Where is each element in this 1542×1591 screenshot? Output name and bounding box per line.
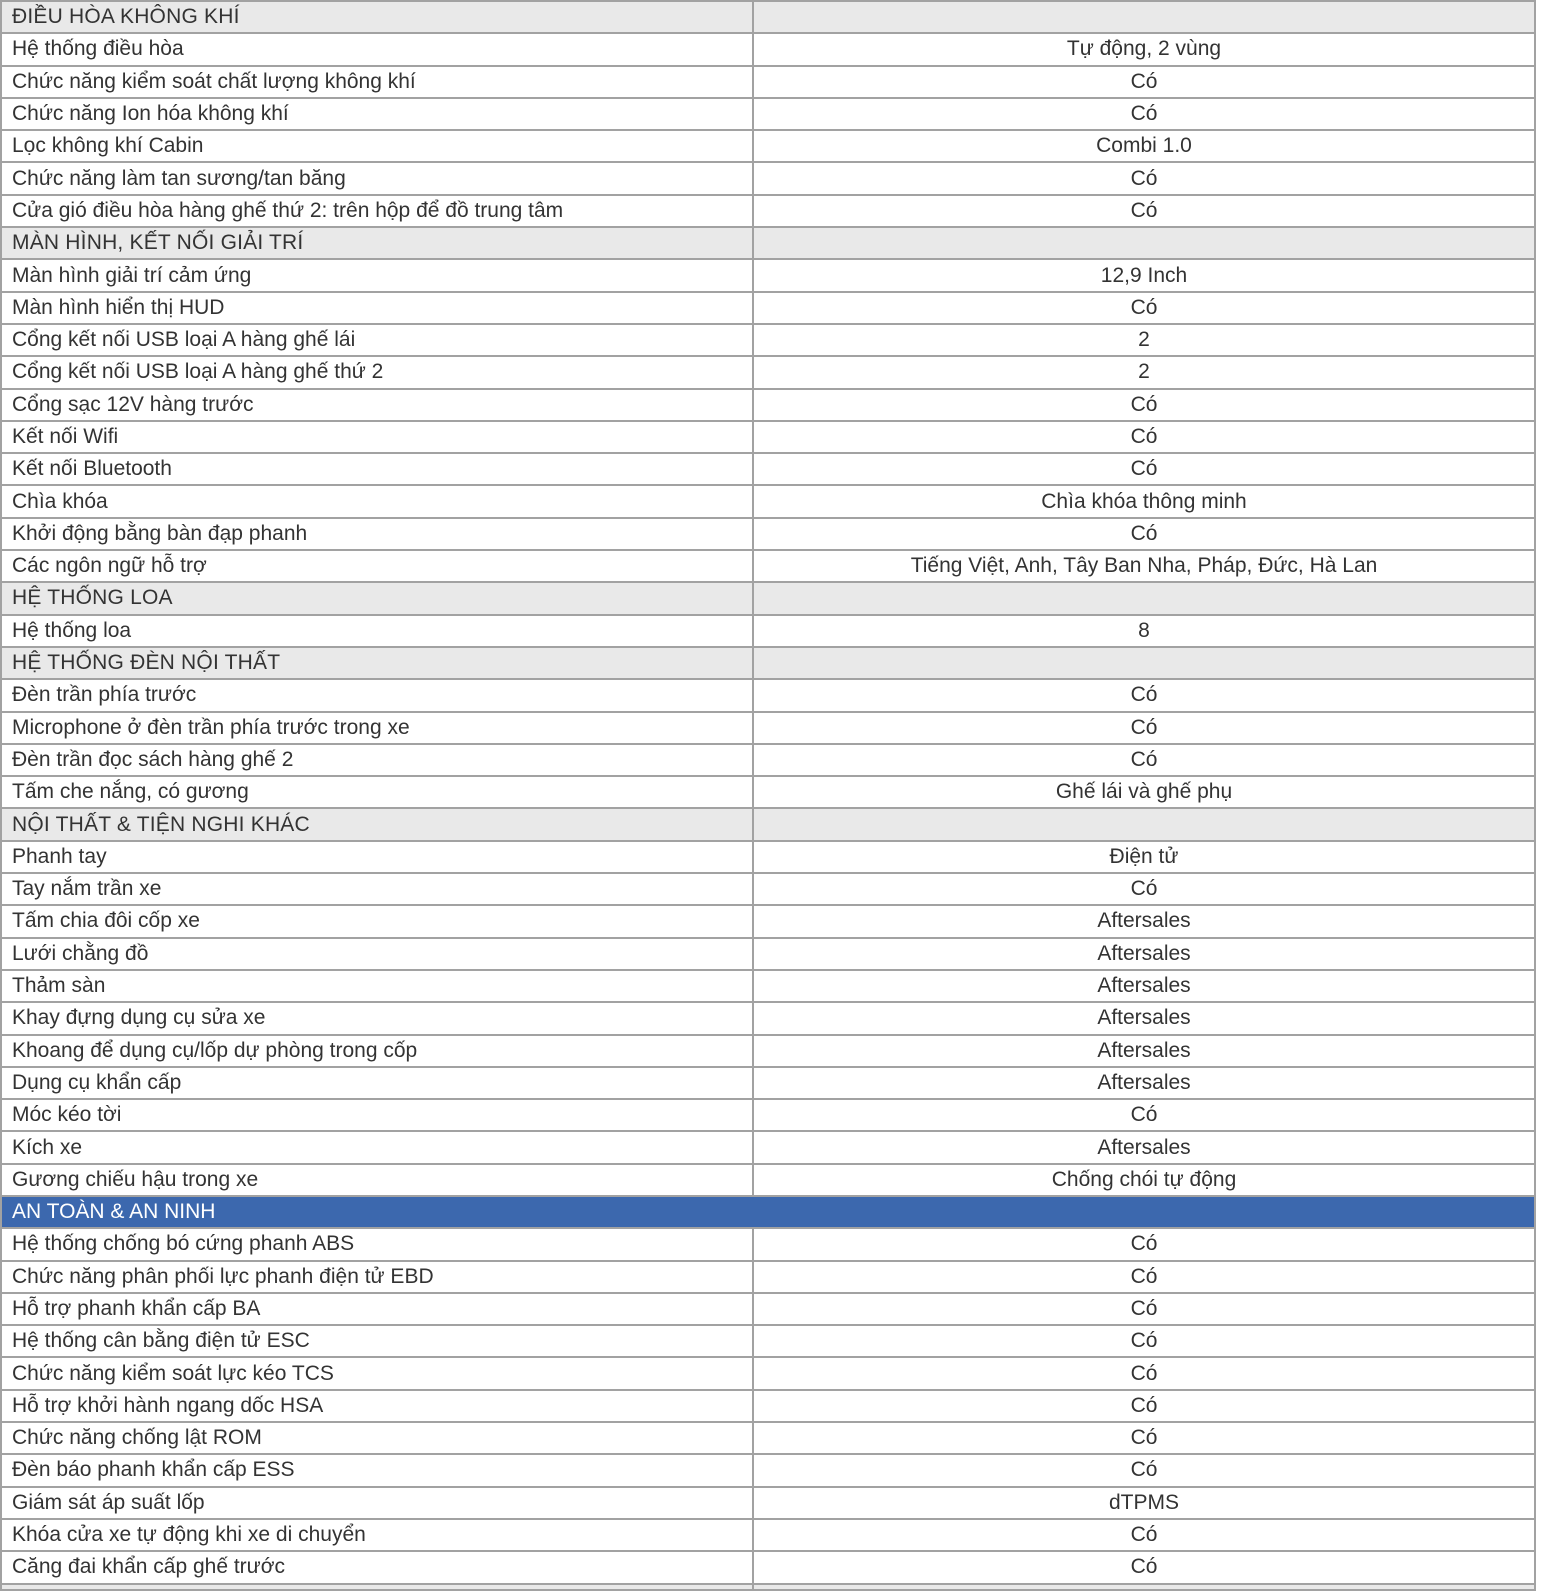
spec-feature-name: Chức năng Ion hóa không khí [1, 98, 753, 130]
spec-row [1, 970, 1535, 1002]
spec-feature-name: Hỗ trợ khởi hành ngang dốc HSA [1, 1390, 753, 1422]
spec-row [1, 615, 1535, 647]
spec-feature-value: Aftersales [753, 1067, 1535, 1099]
spec-feature-value: Chống chói tự động [753, 1164, 1535, 1196]
spec-feature-name: Hệ thống cân bằng điện tử ESC [1, 1325, 753, 1357]
spec-feature-name: Chức năng chống lật ROM [1, 1422, 753, 1454]
spec-row [1, 66, 1535, 98]
spec-row [1, 1228, 1535, 1260]
section-header-row-partial [1, 1584, 1535, 1590]
spec-feature-value: Ghế lái và ghế phụ [753, 776, 1535, 808]
spec-feature-value: Có [753, 1390, 1535, 1422]
spec-feature-name: Tấm chia đôi cốp xe [1, 905, 753, 937]
spec-feature-name: Hệ thống điều hòa [1, 33, 753, 65]
spec-row [1, 744, 1535, 776]
spec-feature-value: Có [753, 744, 1535, 776]
spec-feature-value: Có [753, 1422, 1535, 1454]
spec-feature-name: Lưới chằng đồ [1, 938, 753, 970]
section-header-spacer-cell [753, 808, 1535, 840]
spec-feature-value: Combi 1.0 [753, 130, 1535, 162]
spec-feature-value: Có [753, 873, 1535, 905]
spec-feature-name: Chức năng kiểm soát lực kéo TCS [1, 1357, 753, 1389]
spec-row [1, 1131, 1535, 1163]
spec-row [1, 712, 1535, 744]
spec-row [1, 1487, 1535, 1519]
spec-feature-name: Kích xe [1, 1131, 753, 1163]
spec-feature-value: Có [753, 1454, 1535, 1486]
spec-row [1, 33, 1535, 65]
spec-feature-value: Có [753, 453, 1535, 485]
spec-row [1, 841, 1535, 873]
section-header-row [1, 647, 1535, 679]
spec-row [1, 356, 1535, 388]
spec-feature-value: 8 [753, 615, 1535, 647]
section-header-row [1, 227, 1535, 259]
spec-row [1, 1519, 1535, 1551]
spec-feature-name: Chức năng làm tan sương/tan băng [1, 162, 753, 194]
spec-feature-name: Khay đựng dụng cụ sửa xe [1, 1002, 753, 1034]
spec-feature-name: Khởi động bằng bàn đạp phanh [1, 518, 753, 550]
spec-feature-value: Aftersales [753, 1002, 1535, 1034]
section-header-label: MÀN HÌNH, KẾT NỐI GIẢI TRÍ [1, 227, 753, 259]
section-header-label: HỆ THỐNG ĐÈN NỘI THẤT [1, 647, 753, 679]
section-header-spacer-cell [753, 647, 1535, 679]
section-header-row-blue [1, 1196, 1535, 1228]
spec-feature-value: Có [753, 1261, 1535, 1293]
spec-row [1, 1067, 1535, 1099]
spec-feature-value: Chìa khóa thông minh [753, 485, 1535, 517]
spec-feature-name: Màn hình giải trí cảm ứng [1, 259, 753, 291]
spec-feature-name: Hỗ trợ phanh khẩn cấp BA [1, 1293, 753, 1325]
spec-feature-value: Có [753, 1551, 1535, 1583]
spec-feature-name: Hệ thống loa [1, 615, 753, 647]
spec-feature-value: Có [753, 1099, 1535, 1131]
spec-feature-value: Aftersales [753, 905, 1535, 937]
spec-row [1, 1164, 1535, 1196]
spec-row [1, 453, 1535, 485]
spec-feature-value: Có [753, 679, 1535, 711]
spec-row [1, 550, 1535, 582]
spec-feature-name: Giám sát áp suất lốp [1, 1487, 753, 1519]
spec-row [1, 1390, 1535, 1422]
spec-feature-name: Căng đai khẩn cấp ghế trước [1, 1551, 753, 1583]
spec-feature-name: Cửa gió điều hòa hàng ghế thứ 2: trên hộp để đồ trung tâm [1, 195, 753, 227]
spec-row [1, 518, 1535, 550]
spec-feature-value: Có [753, 518, 1535, 550]
spec-feature-name: Tay nắm trần xe [1, 873, 753, 905]
spec-feature-name: Đèn trần phía trước [1, 679, 753, 711]
section-header-label: HỆ THỐNG LOA [1, 582, 753, 614]
spec-feature-name: Đèn báo phanh khẩn cấp ESS [1, 1454, 753, 1486]
spec-feature-name: Dụng cụ khẩn cấp [1, 1067, 753, 1099]
spec-feature-value: Có [753, 162, 1535, 194]
spec-row [1, 1261, 1535, 1293]
spec-row [1, 1551, 1535, 1583]
spec-row [1, 1035, 1535, 1067]
spec-row [1, 873, 1535, 905]
spec-row [1, 195, 1535, 227]
spec-row [1, 776, 1535, 808]
spec-row [1, 292, 1535, 324]
spec-feature-value: Có [753, 712, 1535, 744]
spec-feature-name: Microphone ở đèn trần phía trước trong xe [1, 712, 753, 744]
spec-row [1, 162, 1535, 194]
spec-feature-value: Điện tử [753, 841, 1535, 873]
spec-row [1, 485, 1535, 517]
spec-row [1, 905, 1535, 937]
section-header-label: AN TOÀN & AN NINH [1, 1196, 1535, 1228]
spec-row [1, 98, 1535, 130]
spec-feature-value: Có [753, 421, 1535, 453]
spec-feature-value: 2 [753, 324, 1535, 356]
spec-feature-name: Gương chiếu hậu trong xe [1, 1164, 753, 1196]
spec-feature-name: Móc kéo tời [1, 1099, 753, 1131]
spec-feature-name: Phanh tay [1, 841, 753, 873]
spec-feature-name: Màn hình hiển thị HUD [1, 292, 753, 324]
spec-feature-name: Lọc không khí Cabin [1, 130, 753, 162]
spec-feature-value: Có [753, 66, 1535, 98]
spec-row [1, 389, 1535, 421]
section-header-spacer-cell [753, 582, 1535, 614]
section-header-row [1, 1, 1535, 33]
spec-feature-value: Có [753, 389, 1535, 421]
spec-feature-name: Chức năng phân phối lực phanh điện tử EBD [1, 1261, 753, 1293]
spec-row [1, 259, 1535, 291]
section-header-row [1, 582, 1535, 614]
spec-feature-name: Kết nối Bluetooth [1, 453, 753, 485]
spec-feature-value: 12,9 Inch [753, 259, 1535, 291]
spec-feature-value: Có [753, 1357, 1535, 1389]
section-header-spacer-cell [753, 1, 1535, 33]
section-header-row [1, 808, 1535, 840]
spec-feature-name: Tấm che nắng, có gương [1, 776, 753, 808]
spec-row [1, 421, 1535, 453]
spec-feature-value: Aftersales [753, 970, 1535, 1002]
section-header-label: NỘI THẤT & TIỆN NGHI KHÁC [1, 808, 753, 840]
spec-feature-value: Aftersales [753, 1035, 1535, 1067]
spec-row [1, 1099, 1535, 1131]
spec-row [1, 324, 1535, 356]
spec-feature-name: Các ngôn ngữ hỗ trợ [1, 550, 753, 582]
spec-feature-name: Chìa khóa [1, 485, 753, 517]
spec-feature-name: Chức năng kiểm soát chất lượng không khí [1, 66, 753, 98]
spec-feature-value: Aftersales [753, 1131, 1535, 1163]
spec-feature-name: Thảm sàn [1, 970, 753, 1002]
spec-feature-value: Có [753, 1519, 1535, 1551]
spec-row [1, 679, 1535, 711]
spec-row [1, 1454, 1535, 1486]
spec-feature-value: Có [753, 98, 1535, 130]
spec-feature-name: Cổng kết nối USB loại A hàng ghế lái [1, 324, 753, 356]
spec-feature-name: Cổng kết nối USB loại A hàng ghế thứ 2 [1, 356, 753, 388]
spec-feature-value: 2 [753, 356, 1535, 388]
section-header-spacer-cell [753, 1584, 1535, 1590]
spec-feature-value: Tự động, 2 vùng [753, 33, 1535, 65]
section-header-label [1, 1584, 753, 1590]
spec-feature-name: Hệ thống chống bó cứng phanh ABS [1, 1228, 753, 1260]
spec-feature-name: Kết nối Wifi [1, 421, 753, 453]
spec-feature-name: Đèn trần đọc sách hàng ghế 2 [1, 744, 753, 776]
spec-feature-value: Tiếng Việt, Anh, Tây Ban Nha, Pháp, Đức, Hà Lan [753, 550, 1535, 582]
spec-row [1, 1002, 1535, 1034]
spec-row [1, 1422, 1535, 1454]
spec-feature-value: Aftersales [753, 938, 1535, 970]
spec-feature-name: Khóa cửa xe tự động khi xe di chuyển [1, 1519, 753, 1551]
spec-row [1, 1357, 1535, 1389]
spec-row [1, 1293, 1535, 1325]
spec-row [1, 1325, 1535, 1357]
spec-feature-value: Có [753, 195, 1535, 227]
spec-feature-value: Có [753, 1325, 1535, 1357]
spec-feature-value: Có [753, 1228, 1535, 1260]
spec-row [1, 938, 1535, 970]
spec-feature-value: dTPMS [753, 1487, 1535, 1519]
spec-feature-value: Có [753, 292, 1535, 324]
section-header-label: ĐIỀU HÒA KHÔNG KHÍ [1, 1, 753, 33]
spec-feature-name: Khoang để dụng cụ/lốp dự phòng trong cốp [1, 1035, 753, 1067]
spec-feature-name: Cổng sạc 12V hàng trước [1, 389, 753, 421]
section-header-spacer-cell [753, 227, 1535, 259]
spec-feature-value: Có [753, 1293, 1535, 1325]
spec-row [1, 130, 1535, 162]
